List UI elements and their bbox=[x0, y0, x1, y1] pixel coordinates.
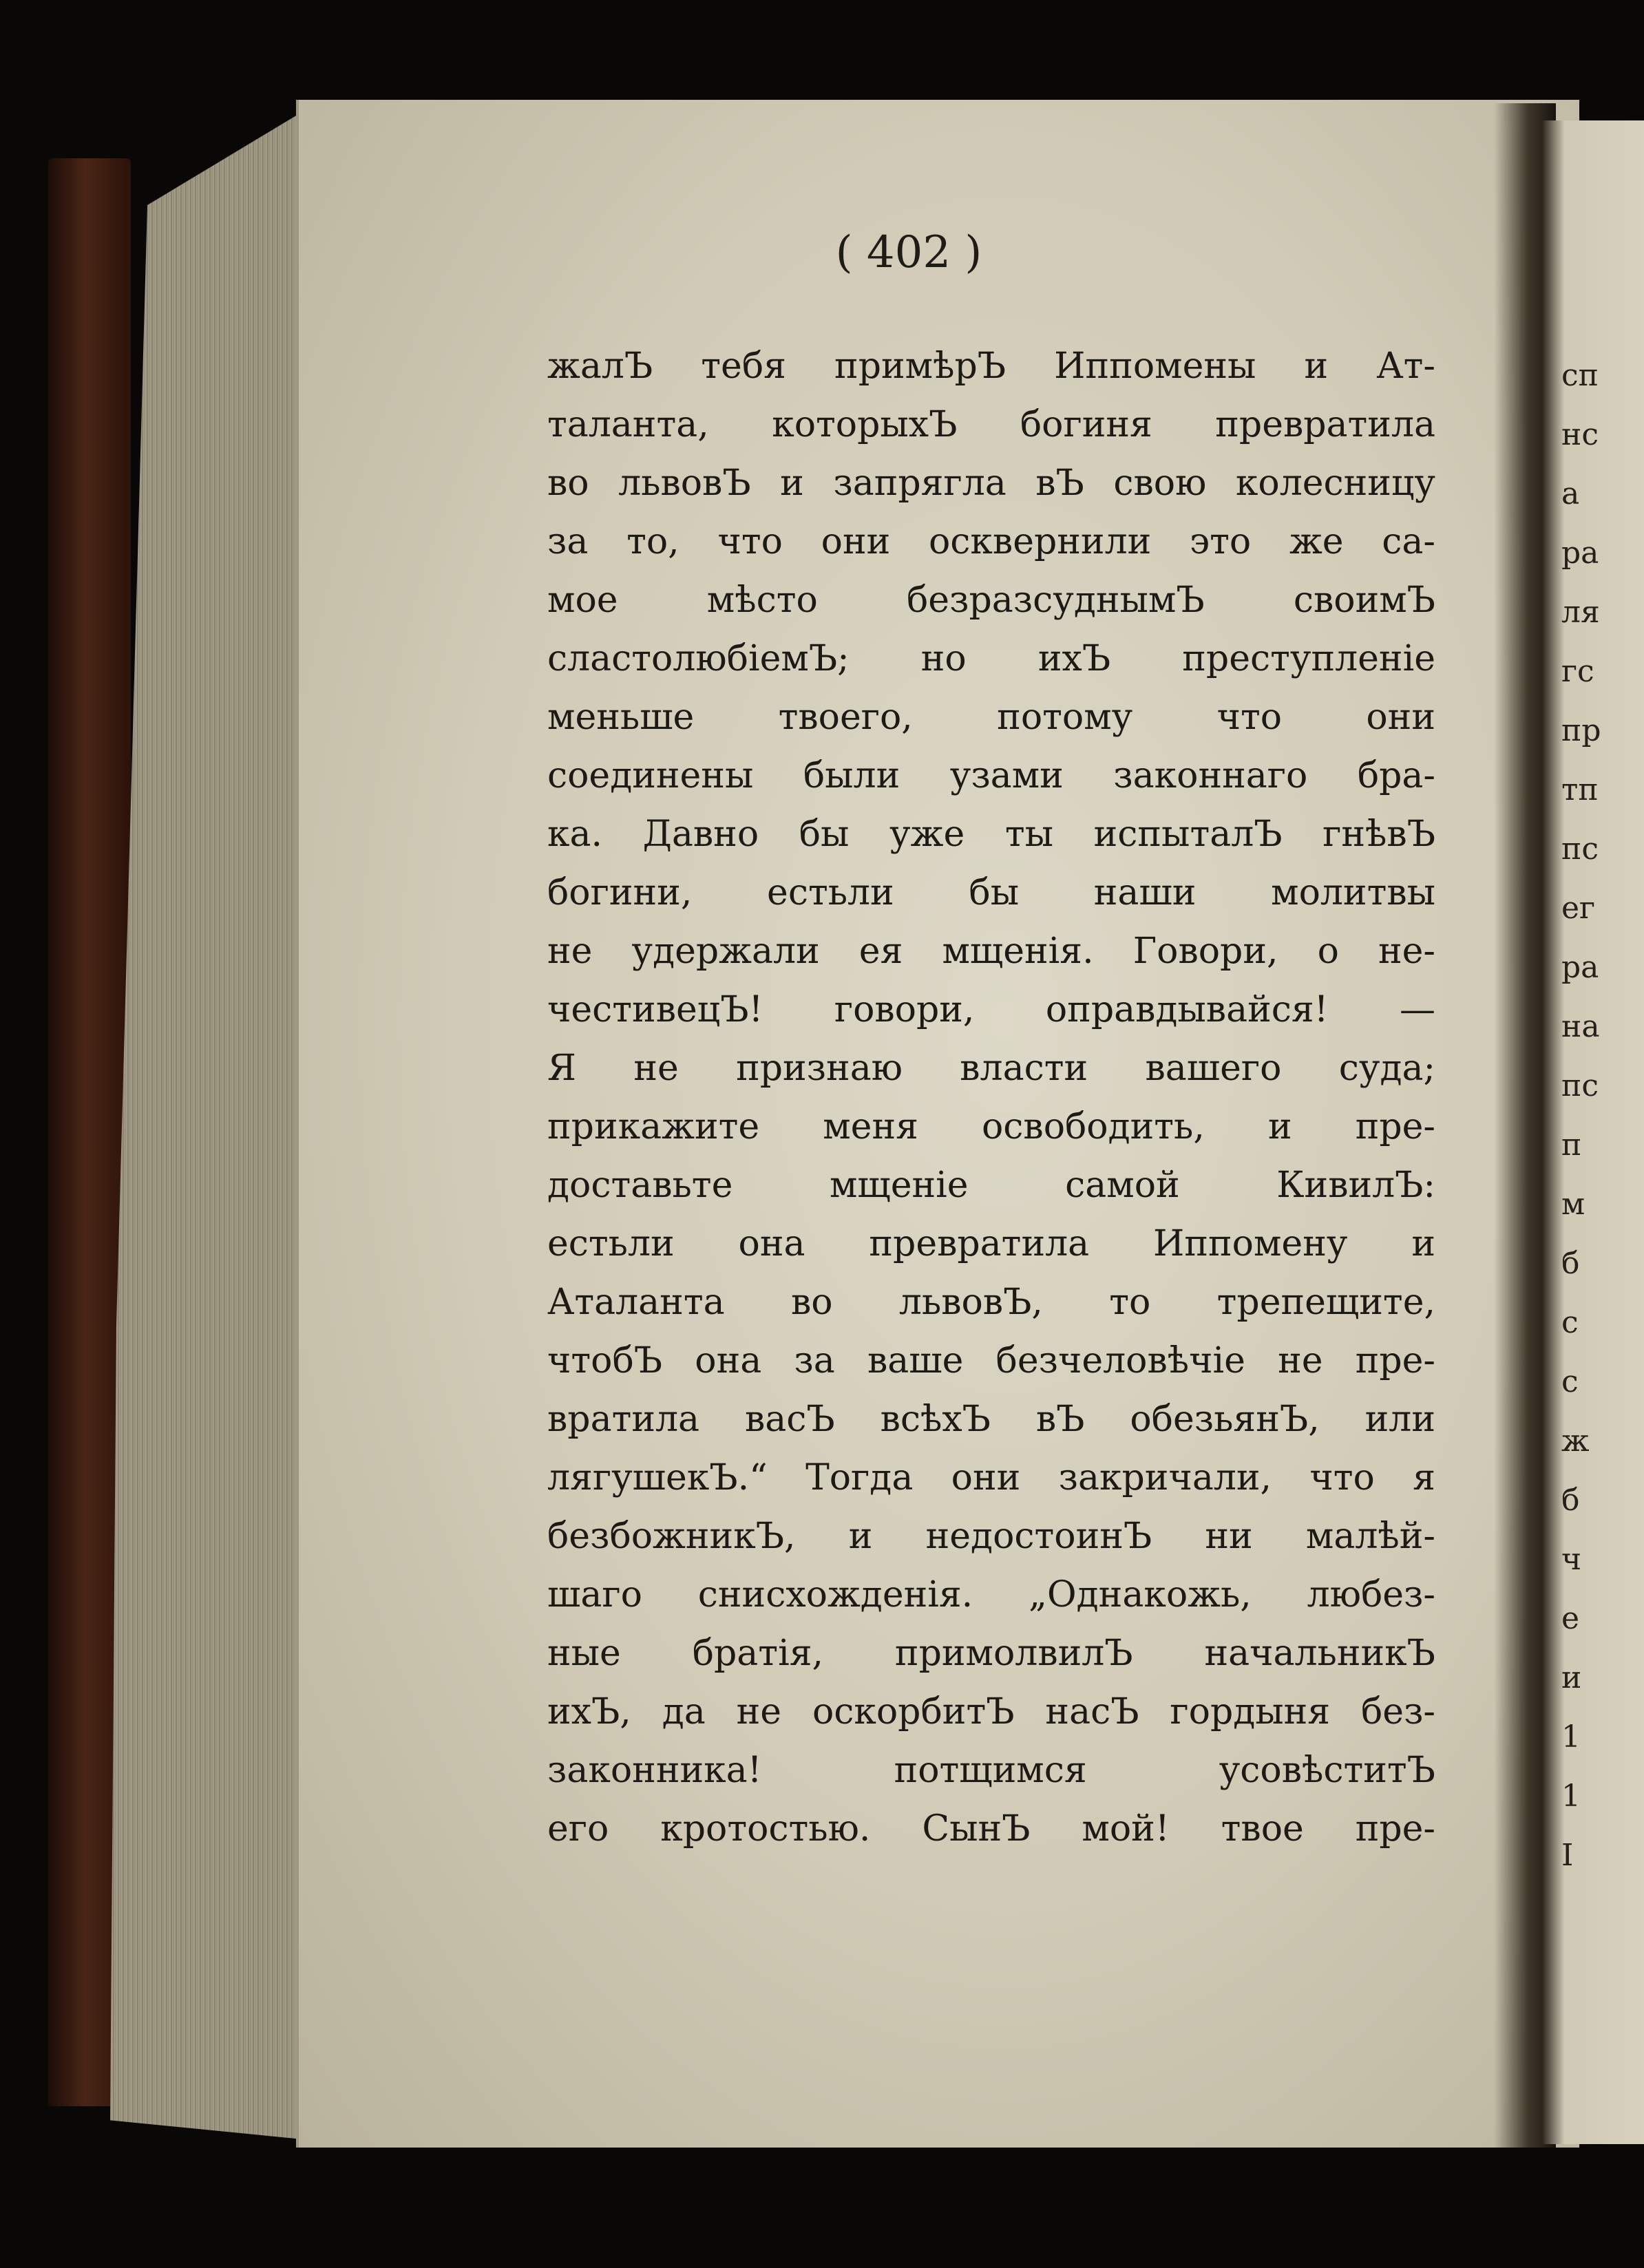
next-page-fragment: м bbox=[1561, 1187, 1585, 1222]
next-page-fragment: на bbox=[1561, 1009, 1600, 1044]
next-page-fragment: ч bbox=[1561, 1542, 1582, 1577]
text-line: его кротостью. СынЪ мой! твое пре- bbox=[547, 1808, 1435, 1850]
next-page-fragment: с bbox=[1561, 1364, 1579, 1399]
next-page-fragment: и bbox=[1561, 1660, 1582, 1695]
next-page-fragment: ра bbox=[1561, 536, 1599, 571]
next-page-fragment: б bbox=[1561, 1483, 1580, 1518]
page-text bbox=[547, 337, 1435, 1858]
text-line: за то, что они осквернили это же са- bbox=[547, 521, 1435, 562]
text-line: сластолюбіемЪ; но ихЪ преступленіе bbox=[547, 638, 1435, 679]
next-page-fragment: пр bbox=[1561, 713, 1601, 748]
text-line: ка. Давно бы уже ты испыталЪ гнѣвЪ bbox=[547, 814, 1435, 855]
next-page-fragment: ж bbox=[1561, 1423, 1590, 1459]
next-page-fragment: с bbox=[1561, 1305, 1579, 1340]
text-line: законника! потщимся усовѣститЪ bbox=[547, 1750, 1435, 1791]
text-line: чтобЪ она за ваше безчеловѣчіе не пре- bbox=[547, 1340, 1435, 1381]
next-page-fragment: ля bbox=[1561, 595, 1600, 630]
page-number: ( 402 ) bbox=[835, 227, 982, 278]
text-line: жалЪ тебя примѣрЪ Иппомены и Ат- bbox=[547, 346, 1435, 387]
next-page-fragment: е bbox=[1561, 1601, 1580, 1636]
text-line: во львовЪ и запрягла вЪ свою колесницу bbox=[547, 463, 1435, 504]
next-page-fragment: сп bbox=[1561, 358, 1599, 393]
text-line: мое мѣсто безразсуднымЪ своимЪ bbox=[547, 580, 1435, 621]
text-line: Я не признаю власти вашего суда; bbox=[547, 1048, 1435, 1089]
next-page-fragment: I bbox=[1561, 1838, 1574, 1873]
next-page-fragment: пс bbox=[1561, 831, 1599, 867]
next-page-fragment: пс bbox=[1561, 1068, 1599, 1103]
text-line: меньше твоего, потому что они bbox=[547, 697, 1435, 738]
text-line: ные братія, примолвилЪ начальникЪ bbox=[547, 1633, 1435, 1674]
text-line: шаго снисхожденія. „Однакожь, любез- bbox=[547, 1574, 1435, 1615]
text-line: ихЪ, да не оскорбитЪ насЪ гордыня без- bbox=[547, 1691, 1435, 1732]
next-page-fragment: 1 bbox=[1561, 1779, 1581, 1814]
text-line: лягушекЪ.“ Тогда они закричали, что я bbox=[547, 1457, 1435, 1498]
text-line: доставьте мщеніе самой КивилЪ: bbox=[547, 1165, 1435, 1206]
text-line: безбожникЪ, и недостоинЪ ни малѣй- bbox=[547, 1516, 1435, 1557]
next-page-fragment: гс bbox=[1561, 654, 1594, 689]
text-line: соединены были узами законнаго бра- bbox=[547, 755, 1435, 796]
text-line: не удержали ея мщенія. Говори, о не- bbox=[547, 931, 1435, 972]
text-line: вратила васЪ всѣхЪ вЪ обезьянЪ, или bbox=[547, 1399, 1435, 1440]
next-page-fragment: п bbox=[1561, 1127, 1582, 1163]
next-page-fragment: б bbox=[1561, 1246, 1580, 1281]
text-line: таланта, которыхЪ богиня превратила bbox=[547, 404, 1435, 445]
text-line: естьли она превратила Иппомену и bbox=[547, 1223, 1435, 1264]
next-page-fragment: тп bbox=[1561, 772, 1599, 807]
text-line: прикажите меня освободить, и пре- bbox=[547, 1106, 1435, 1147]
text-line: Аталанта во львовЪ, то трепещите, bbox=[547, 1282, 1435, 1323]
page-edges bbox=[110, 103, 317, 2141]
text-line: честивецЪ! говори, оправдывайся! — bbox=[547, 989, 1435, 1030]
next-page-fragment: а bbox=[1561, 476, 1580, 511]
next-page-fragment: ра bbox=[1561, 950, 1599, 985]
next-page-fragment: 1 bbox=[1561, 1719, 1581, 1755]
next-page-fragment: нс bbox=[1561, 417, 1599, 452]
text-line: богини, естьли бы наши молитвы bbox=[547, 872, 1435, 913]
next-page-fragment: ег bbox=[1561, 891, 1596, 926]
